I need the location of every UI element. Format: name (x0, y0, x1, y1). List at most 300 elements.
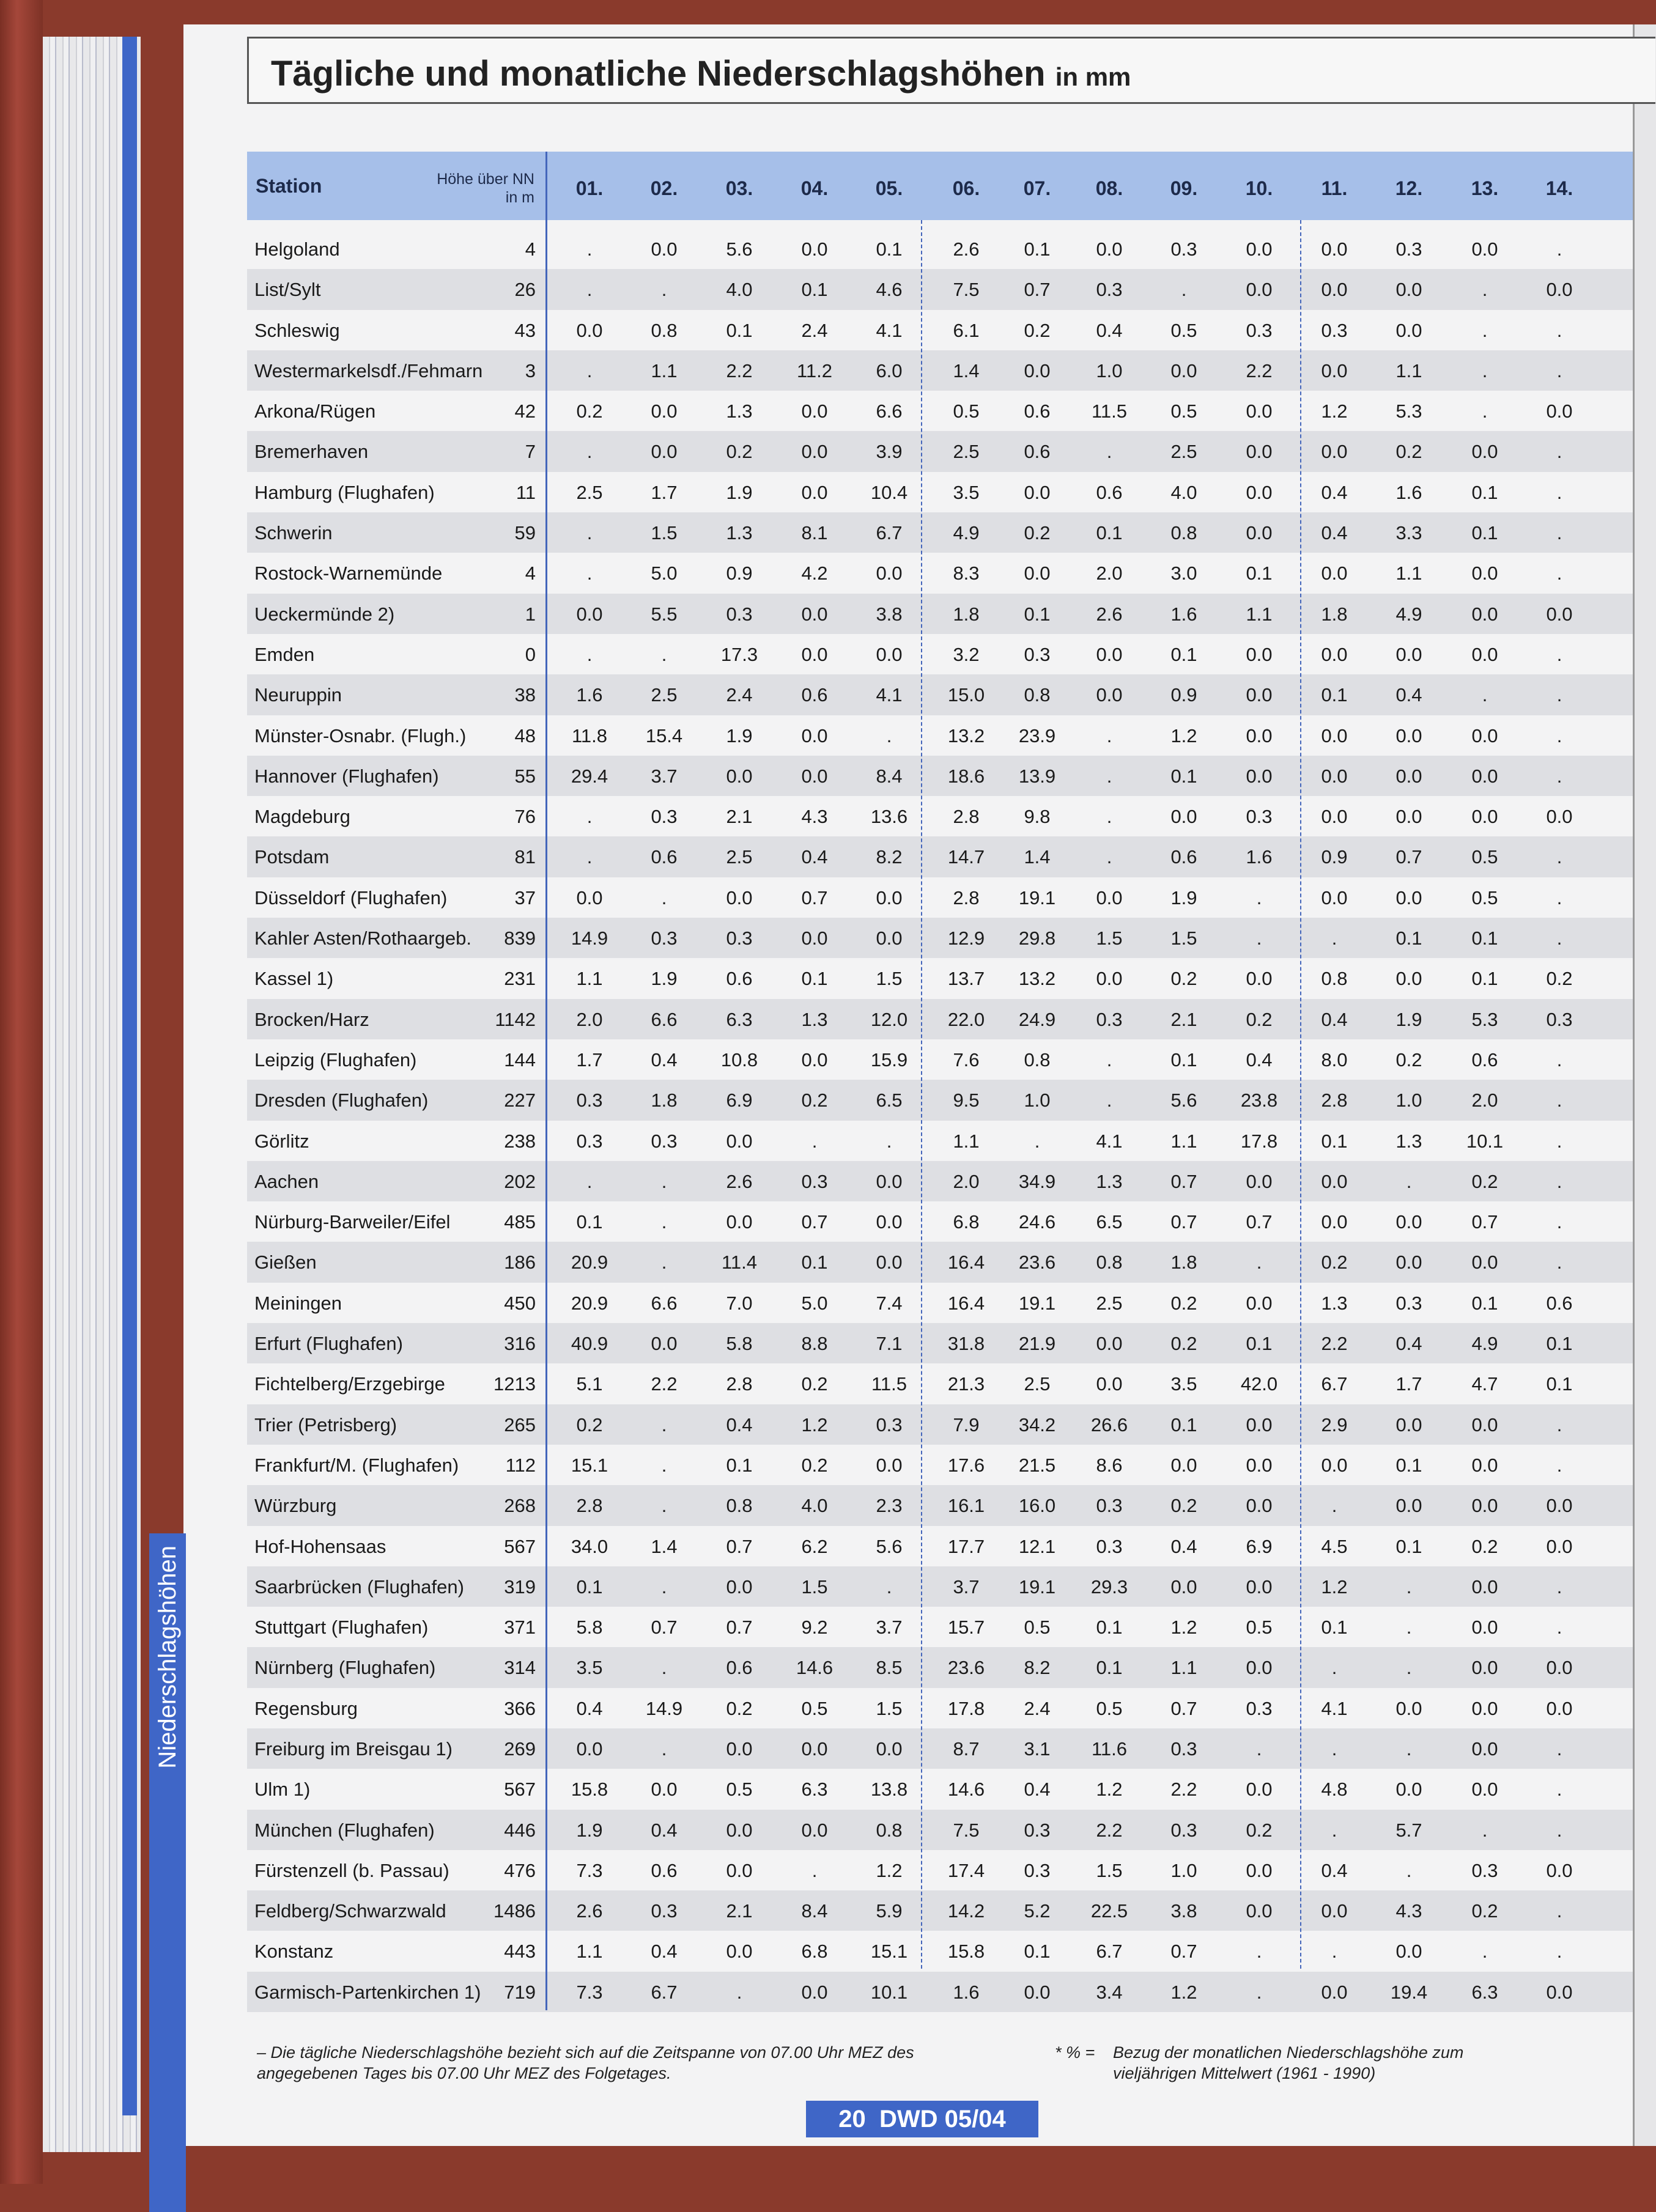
cell-value: 23.8 (1240, 1089, 1278, 1112)
cell-value: 0.0 (1546, 400, 1573, 422)
cell-value: 6.5 (1096, 1211, 1123, 1233)
cell-value: 2.8 (726, 1373, 753, 1395)
cell-value: 5.5 (651, 603, 678, 625)
cell-value: 1.4 (953, 359, 980, 382)
table-row (247, 431, 1633, 471)
cell-value: 5.3 (1471, 1008, 1498, 1030)
cell-value: 21.3 (947, 1373, 985, 1395)
cell-value: . (661, 1170, 667, 1192)
cell-value: 0.3 (651, 927, 678, 949)
cell-value: 0.2 (1170, 1333, 1197, 1355)
cell-value: 1.2 (801, 1414, 828, 1436)
cell-value: 0.1 (801, 968, 828, 990)
cell-value: 12.9 (947, 927, 985, 949)
cell-value: 3.5 (1170, 1373, 1197, 1395)
cell-value: 6.7 (1321, 1373, 1348, 1395)
cell-value: 0.3 (1096, 1535, 1123, 1557)
cell-value: . (1556, 481, 1562, 503)
title-box (247, 37, 1655, 104)
cell-value: 12.1 (1018, 1535, 1056, 1557)
cell-value: 0.4 (1395, 1333, 1422, 1355)
cell-value: 10.4 (870, 481, 908, 503)
cell-value: 0.0 (876, 1454, 903, 1476)
station-name: Ueckermünde 2) (254, 603, 395, 625)
cell-value: 0.0 (1246, 1170, 1273, 1192)
table-row (247, 1323, 1633, 1363)
station-height: 4 (525, 562, 536, 584)
cell-value: 2.0 (576, 1008, 603, 1030)
cell-value: . (1556, 724, 1562, 747)
cell-value: 0.9 (1170, 684, 1197, 706)
cell-value: 21.5 (1018, 1454, 1056, 1476)
station-name: Feldberg/Schwarzwald (254, 1900, 446, 1922)
cell-value: 1.5 (876, 1697, 903, 1719)
table-row (247, 634, 1633, 674)
cell-value: 1.6 (1246, 846, 1273, 868)
cell-value: 0.1 (1471, 522, 1498, 544)
cell-value: 0.3 (1395, 1292, 1422, 1314)
cell-value: 1.5 (1170, 927, 1197, 949)
cell-value: . (1556, 684, 1562, 706)
cell-value: 17.3 (720, 643, 758, 665)
cell-value: 0.0 (801, 1049, 828, 1071)
cell-value: 8.4 (801, 1900, 828, 1922)
cell-value: 0.7 (801, 1211, 828, 1233)
cell-value: 0.3 (1471, 1859, 1498, 1881)
cell-value: 14.9 (571, 927, 608, 949)
cell-value: 5.3 (1395, 400, 1422, 422)
cell-value: 0.2 (1471, 1900, 1498, 1922)
cell-value: 0.0 (801, 441, 828, 463)
cell-value: 6.0 (876, 359, 903, 382)
cell-value: 19.1 (1018, 1576, 1056, 1598)
cell-value: 2.5 (1096, 1292, 1123, 1314)
cell-value: 0.6 (1096, 481, 1123, 503)
cell-value: . (1406, 1657, 1412, 1679)
cell-value: . (1556, 1211, 1562, 1233)
table-row (247, 1728, 1633, 1769)
station-height: 76 (514, 806, 536, 828)
cell-value: 13.6 (870, 806, 908, 828)
cell-value: 3.8 (876, 603, 903, 625)
cell-value: 0.4 (1170, 1535, 1197, 1557)
cell-value: 0.3 (1024, 1859, 1051, 1881)
cell-value: 0.0 (1471, 603, 1498, 625)
cell-value: 3.5 (953, 481, 980, 503)
cell-value: 0.0 (1395, 724, 1422, 747)
cell-value: 0.0 (1246, 1657, 1273, 1679)
cell-value: 1.1 (953, 1130, 980, 1152)
cell-value: 2.2 (1321, 1333, 1348, 1355)
table-row (247, 1526, 1633, 1566)
cell-value: 0.6 (1170, 846, 1197, 868)
station-name: Meiningen (254, 1292, 342, 1314)
table-row (247, 594, 1633, 634)
day-header: 04. (800, 177, 829, 199)
cell-value: 0.2 (1170, 968, 1197, 990)
cell-value: . (1106, 1089, 1112, 1112)
cell-value: 17.6 (947, 1454, 985, 1476)
cell-value: 7.4 (876, 1292, 903, 1314)
cell-value: 4.3 (801, 806, 828, 828)
cell-value: 0.0 (1246, 1454, 1273, 1476)
cell-value: 1.5 (876, 968, 903, 990)
cell-value: 1.3 (1395, 1130, 1422, 1152)
day-header: 03. (725, 177, 753, 199)
cell-value: 0.7 (1170, 1211, 1197, 1233)
cell-value: . (1406, 1576, 1412, 1598)
station-name: Magdeburg (254, 806, 350, 828)
cell-value: 0.0 (651, 441, 678, 463)
cell-value: 29.3 (1090, 1576, 1128, 1598)
station-name: Fichtelberg/Erzgebirge (254, 1373, 445, 1395)
station-name: Helgoland (254, 238, 340, 260)
cell-value: 15.4 (645, 724, 683, 747)
cell-value: 6.7 (876, 522, 903, 544)
table-row (247, 1647, 1633, 1687)
cell-value: 4.2 (801, 562, 828, 584)
station-height: 314 (504, 1657, 536, 1679)
station-height: 4 (525, 238, 536, 260)
cell-value: 0.7 (801, 887, 828, 909)
cell-value: 2.2 (1246, 359, 1273, 382)
table-row (247, 796, 1633, 836)
station-name: Westermarkelsdf./Fehmarn (254, 359, 483, 382)
cell-value: 0.0 (726, 1130, 753, 1152)
cell-value: . (1482, 1941, 1488, 1963)
cell-value: . (661, 1211, 667, 1233)
cell-value: 0.5 (726, 1779, 753, 1801)
cell-value: 6.1 (953, 319, 980, 341)
cell-value: . (1256, 887, 1262, 909)
cell-value: 0.3 (576, 1089, 603, 1112)
cell-value: 0.0 (1246, 441, 1273, 463)
cell-value: 0.6 (1024, 441, 1051, 463)
station-height: 38 (514, 684, 536, 706)
cell-value: 0.0 (876, 643, 903, 665)
cell-value: 0.0 (1024, 359, 1051, 382)
cell-value: 23.9 (1018, 724, 1056, 747)
table-row (247, 269, 1633, 309)
station-name: Aachen (254, 1170, 319, 1192)
station-name: Neuruppin (254, 684, 342, 706)
table-row (247, 999, 1633, 1039)
cell-value: 0.3 (1246, 806, 1273, 828)
cell-value: 0.0 (801, 400, 828, 422)
table-row (247, 229, 1633, 269)
cell-value: 3.3 (1395, 522, 1422, 544)
station-height: 1 (525, 603, 536, 625)
table-body (247, 220, 1633, 2012)
cell-value: 7.6 (953, 1049, 980, 1071)
cell-value: . (736, 1981, 742, 2003)
cell-value: 1.6 (1395, 481, 1422, 503)
cell-value: 0.1 (1321, 1617, 1348, 1639)
station-name: Düsseldorf (Flughafen) (254, 887, 448, 909)
cell-value: 1.3 (1321, 1292, 1348, 1314)
cell-value: 24.6 (1018, 1211, 1056, 1233)
cell-value: 0.1 (876, 238, 903, 260)
cell-value: 0.0 (651, 400, 678, 422)
cell-value: 1.9 (651, 968, 678, 990)
title-unit: in mm (1055, 62, 1131, 91)
cell-value: 5.1 (576, 1373, 603, 1395)
cell-value: 0.0 (1395, 319, 1422, 341)
station-name: Emden (254, 643, 315, 665)
station-height: 567 (504, 1535, 536, 1557)
station-height: 1142 (495, 1008, 536, 1030)
cell-value: . (1556, 1617, 1562, 1639)
station-name: Konstanz (254, 1941, 334, 1963)
cell-value: . (1106, 846, 1112, 868)
cell-value: 0.9 (726, 562, 753, 584)
table-row (247, 958, 1633, 998)
cell-value: 14.9 (645, 1697, 683, 1719)
cell-value: 6.2 (801, 1535, 828, 1557)
cell-value: 0.2 (1170, 1292, 1197, 1314)
cell-value: 6.8 (801, 1941, 828, 1963)
station-name: Regensburg (254, 1697, 358, 1719)
cell-value: . (1556, 887, 1562, 909)
cell-value: 0.1 (1546, 1373, 1573, 1395)
cell-value: . (661, 1454, 667, 1476)
cell-value: 8.2 (1024, 1657, 1051, 1679)
cell-value: 13.2 (1018, 968, 1056, 990)
station-height: 268 (504, 1495, 536, 1517)
cell-value: . (1556, 1454, 1562, 1476)
cell-value: 4.1 (876, 684, 903, 706)
cell-value: 0.6 (651, 846, 678, 868)
cell-value: . (1331, 1657, 1337, 1679)
footnote-right: Bezug der monatlichen Niederschlagshöhe zum vieljährigen Mittelwert (1961 - 1990) (1113, 2043, 1464, 2082)
station-name: München (Flughafen) (254, 1819, 435, 1841)
cell-value: 0.0 (1471, 765, 1498, 787)
station-height: 719 (504, 1981, 536, 2003)
cell-value: 1.2 (876, 1859, 903, 1881)
cell-value: 1.7 (651, 481, 678, 503)
station-name: Freiburg im Breisgau 1) (254, 1738, 453, 1760)
cell-value: 14.6 (796, 1657, 834, 1679)
cell-value: 0.3 (576, 1130, 603, 1152)
cell-value: 0.1 (1395, 927, 1422, 949)
page-title: Tägliche und monatliche Niederschlagshöhen in mm (271, 54, 1131, 94)
cell-value: 16.4 (947, 1292, 985, 1314)
cell-value: 0.6 (651, 1859, 678, 1881)
cell-value: 0.0 (1321, 238, 1348, 260)
cell-value: 4.0 (801, 1495, 828, 1517)
cell-value: 1.6 (1170, 603, 1197, 625)
cell-value: 0.1 (1170, 765, 1197, 787)
facing-page-edge (1633, 24, 1656, 2146)
cell-value: 15.9 (870, 1049, 908, 1071)
cell-value: 34.2 (1018, 1414, 1056, 1436)
station-height: 43 (514, 319, 536, 341)
cell-value: . (1556, 562, 1562, 584)
cell-value: 17.8 (1240, 1130, 1278, 1152)
station-name: Leipzig (Flughafen) (254, 1049, 417, 1071)
cell-value: 0.0 (801, 603, 828, 625)
cell-value: 1.2 (1096, 1779, 1123, 1801)
tab-strip (122, 37, 137, 2115)
cell-value: 0.0 (1246, 238, 1273, 260)
cell-value: 0.0 (1096, 968, 1123, 990)
table-row (247, 877, 1633, 918)
cell-value: 0.0 (1546, 1697, 1573, 1719)
cell-value: 0.1 (1096, 1617, 1123, 1639)
cell-value: 6.6 (651, 1008, 678, 1030)
cell-value: 4.1 (1096, 1130, 1123, 1152)
cell-value: 1.5 (651, 522, 678, 544)
cell-value: 2.5 (953, 441, 980, 463)
cell-value: 0.0 (726, 765, 753, 787)
cell-value: 0.0 (1395, 643, 1422, 665)
cell-value: 0.9 (1321, 846, 1348, 868)
station-height: 48 (514, 724, 536, 747)
cell-value: 11.2 (796, 359, 833, 382)
cell-value: 15.1 (571, 1454, 608, 1476)
cell-value: 1.3 (726, 522, 753, 544)
station-height: 37 (514, 887, 536, 909)
table-row (247, 1121, 1633, 1161)
cell-value: 0.0 (876, 1170, 903, 1192)
cell-value: 0.1 (1096, 1657, 1123, 1679)
cell-value: 0.3 (1246, 1697, 1273, 1719)
cell-value: 0.0 (1471, 1738, 1498, 1760)
table-row (247, 1404, 1633, 1445)
cell-value: 10.1 (1466, 1130, 1504, 1152)
cell-value: . (1256, 927, 1262, 949)
table-row (247, 1242, 1633, 1282)
station-height: 265 (504, 1414, 536, 1436)
cell-value: 0.7 (651, 1617, 678, 1639)
cell-value: 0.3 (801, 1170, 828, 1192)
cell-value: 0.2 (1246, 1008, 1273, 1030)
cell-value: 2.2 (1170, 1779, 1197, 1801)
table-row (247, 1445, 1633, 1485)
cell-value: . (1556, 1414, 1562, 1436)
cell-value: 0.0 (801, 1981, 828, 2003)
cell-value: 8.4 (876, 765, 903, 787)
cell-value: 1.1 (1246, 603, 1273, 625)
cell-value: 20.9 (571, 1292, 608, 1314)
cell-value: . (1556, 319, 1562, 341)
cell-value: 0.0 (801, 927, 828, 949)
station-height: 316 (504, 1333, 536, 1355)
cell-value: 0.0 (1395, 887, 1422, 909)
station-height: 144 (504, 1049, 536, 1071)
cell-value: 0.0 (1471, 1576, 1498, 1598)
cell-value: 15.0 (947, 684, 985, 706)
cell-value: 0.0 (876, 1211, 903, 1233)
book-spine (0, 0, 43, 2184)
page-footer (806, 2101, 1038, 2137)
cell-value: 2.6 (576, 1900, 603, 1922)
cell-value: . (1331, 1941, 1337, 1963)
cell-value: 0.0 (1395, 968, 1422, 990)
cell-value: 5.6 (1170, 1089, 1197, 1112)
cell-value: 7.5 (953, 1819, 980, 1841)
cell-value: . (586, 279, 593, 301)
cell-value: 0.0 (1024, 562, 1051, 584)
cell-value: 0.0 (1546, 1657, 1573, 1679)
cell-value: 20.9 (571, 1252, 608, 1274)
cell-value: 0.1 (1024, 603, 1051, 625)
cell-value: 0.0 (1546, 1495, 1573, 1517)
cell-value: 14.6 (947, 1779, 985, 1801)
table-row (247, 1283, 1633, 1323)
cell-value: 1.9 (1395, 1008, 1422, 1030)
cell-value: 14.2 (947, 1900, 985, 1922)
cell-value: 4.8 (1321, 1779, 1348, 1801)
cell-value: 1.5 (801, 1576, 828, 1598)
day-header: 08. (1095, 177, 1123, 199)
cell-value: 40.9 (571, 1333, 608, 1355)
cell-value: 6.3 (1471, 1981, 1498, 2003)
cell-value: 0.1 (801, 1252, 828, 1274)
day-header: 14. (1545, 177, 1573, 199)
cell-value: 0.0 (1321, 562, 1348, 584)
cell-value: 5.2 (1024, 1900, 1051, 1922)
station-name: List/Sylt (254, 279, 321, 301)
cell-value: 0.5 (1471, 846, 1498, 868)
station-name: Rostock-Warnemünde (254, 562, 443, 584)
station-name: Kahler Asten/Rothaargeb. (254, 927, 472, 949)
cell-value: 3.5 (576, 1657, 603, 1679)
cell-value: 0.6 (1471, 1049, 1498, 1071)
cell-value: 18.6 (947, 765, 985, 787)
cell-value: . (1556, 1941, 1562, 1963)
cell-value: 0.5 (801, 1697, 828, 1719)
cell-value: 0.1 (726, 1454, 753, 1476)
cell-value: 0.2 (1471, 1535, 1498, 1557)
table-row (247, 472, 1633, 512)
cell-value: 0.2 (1395, 1049, 1422, 1071)
cell-value: . (1034, 1130, 1040, 1152)
cell-value: 7.9 (953, 1414, 980, 1436)
cell-value: . (1556, 441, 1562, 463)
day-header: 13. (1471, 177, 1499, 199)
cell-value: 0.0 (1246, 643, 1273, 665)
cell-value: 3.7 (651, 765, 678, 787)
cell-value: 0.0 (651, 1779, 678, 1801)
cell-value: . (1556, 927, 1562, 949)
cell-value: 0.0 (1246, 1414, 1273, 1436)
cell-value: 0.0 (1024, 481, 1051, 503)
cell-value: 0.0 (1096, 684, 1123, 706)
cell-value: . (1556, 1252, 1562, 1274)
table-row (247, 391, 1633, 431)
cell-value: . (1482, 279, 1488, 301)
day-header: 10. (1245, 177, 1273, 199)
cell-value: 0.0 (726, 1738, 753, 1760)
cell-value: 0.3 (1024, 643, 1051, 665)
cell-value: 0.0 (651, 1333, 678, 1355)
cell-value: 0.4 (651, 1941, 678, 1963)
cell-value: 0.0 (1471, 562, 1498, 584)
cell-value: 0.0 (876, 927, 903, 949)
cell-value: 0.0 (876, 1252, 903, 1274)
cell-value: 0.0 (801, 481, 828, 503)
cell-value: 8.6 (1096, 1454, 1123, 1476)
cell-value: 0.0 (1246, 765, 1273, 787)
cell-value: 1.6 (953, 1981, 980, 2003)
cell-value: 0.7 (1170, 1170, 1197, 1192)
cell-value: . (1556, 522, 1562, 544)
cell-value: 1.9 (576, 1819, 603, 1841)
cell-value: 15.1 (870, 1941, 908, 1963)
cell-value: . (1556, 1089, 1562, 1112)
cell-value: 0.8 (651, 319, 678, 341)
